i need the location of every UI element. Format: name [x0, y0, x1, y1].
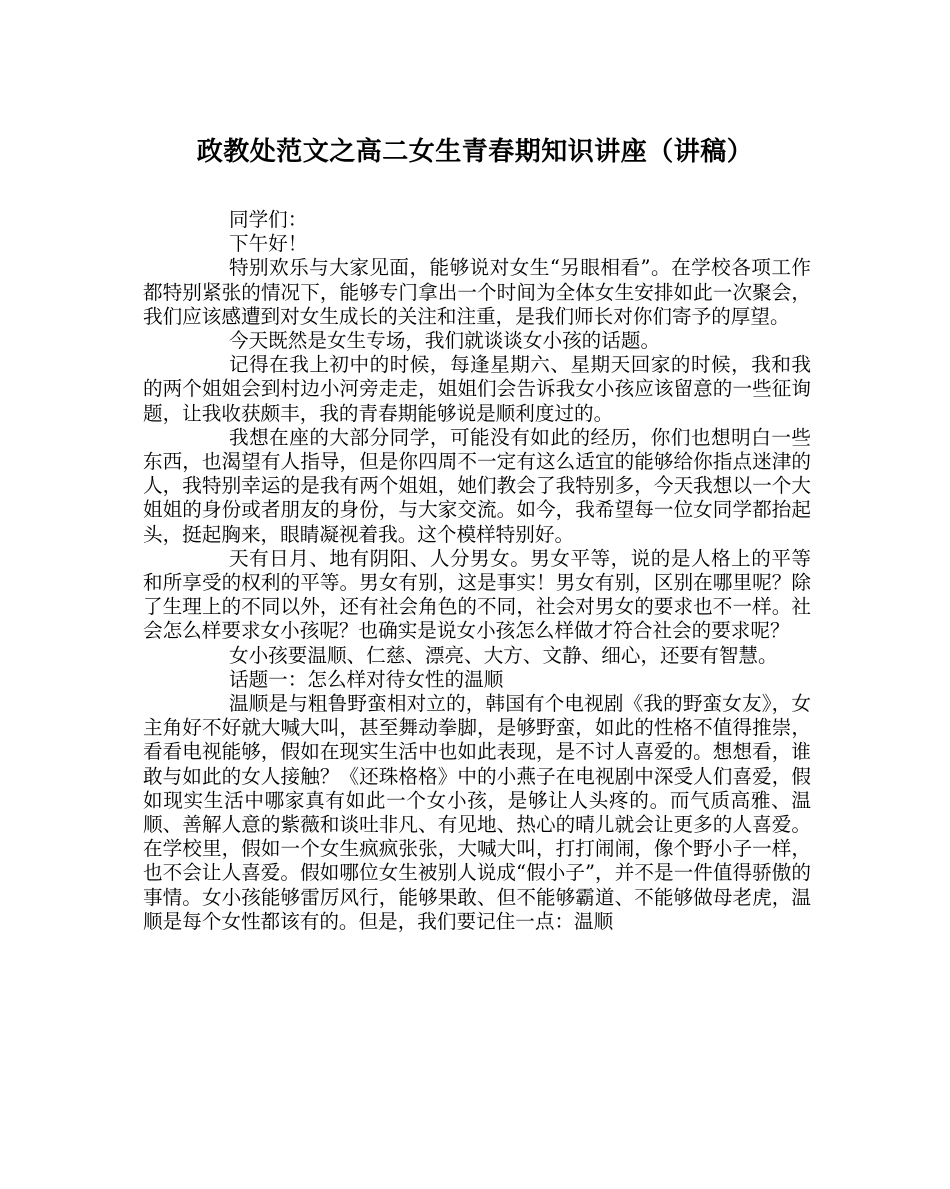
paragraph: 下午好！	[229, 232, 308, 256]
paragraph: 我想在座的大部分同学，可能没有如此的经历，你们也想明白一些东西，也渴望有人指导，但是你四周不一定有这么适宜的能够给你指点迷津的人，我特别幸运的是我有两个姐姐，她们教会了我特别多，今天我想以一个大姐姐的身份或者朋友的身份，与大家交流。如今，我希望每一位女同学都抬起头，挺起胸来，眼睛凝视着我。这个模样特别好。	[143, 425, 811, 546]
paragraph: 天有日月、地有阴阳、人分男女。男女平等，说的是人格上的平等和所享受的权利的平等。男女有别，这是事实！男女有别，区别在哪里呢？除了生理上的不同以外，还有社会角色的不同，社会对男女的要求也不一样。社会怎么样要求女小孩呢？也确实是说女小孩怎么样做才符合社会的要求呢？	[143, 546, 811, 643]
paragraph: 温顺是与粗鲁野蛮相对立的，韩国有个电视剧《我的野蛮女友》，女主角好不好就大喊大叫，甚至舞动拳脚，是够野蛮，如此的性格不值得推崇，看看电视能够，假如在现实生活中也如此表现，是不讨人喜爱的。想想看，谁敢与如此的女人接触？《还珠格格》中的小燕子在电视剧中深受人们喜爱，假如现实生活中哪家真有如此一个女小孩，是够让人头疼的。而气质高雅、温顺、善解人意的紫薇和谈吐非凡、有见地、热心的晴儿就会让更多的人喜爱。在学校里，假如一个女生疯疯张张，大喊大叫，打打闹闹，像个野小子一样，也不会让人喜爱。假如哪位女生被别人说成“假小子”，并不是一件值得骄傲的事情。女小孩能够雷厉风行，能够果敢、但不能够霸道、不能够做母老虎，温顺是每个女性都该有的。但是，我们要记住一点：温顺	[143, 692, 811, 933]
document-body	[143, 208, 811, 934]
paragraph: 话题一：怎么样对待女性的温顺	[229, 667, 504, 691]
paragraph: 同学们：	[229, 208, 308, 231]
paragraph: 今天既然是女生专场，我们就谈谈女小孩的话题。	[229, 329, 661, 353]
document-title: 政教处范文之高二女生青春期知识讲座（讲稿）	[196, 137, 754, 167]
paragraph: 特别欢乐与大家见面，能够说对女生“另眼相看”。在学校各项工作都特别紧张的情况下，能够专门拿出一个时间为全体女生安排如此一次聚会，我们应该感遭到对女生成长的关注和注重，是我们师长对你们寄予的厚望。	[143, 256, 811, 328]
paragraph: 记得在我上初中的时候，每逢星期六、星期天回家的时候，我和我的两个姐姐会到村边小河旁走走，姐姐们会告诉我女小孩应该留意的一些征询题，让我收获颇丰，我的青春期能够说是顺利度过的。	[143, 353, 811, 425]
paragraph: 女小孩要温顺、仁慈、漂亮、大方、文静、细心，还要有智慧。	[229, 643, 778, 667]
